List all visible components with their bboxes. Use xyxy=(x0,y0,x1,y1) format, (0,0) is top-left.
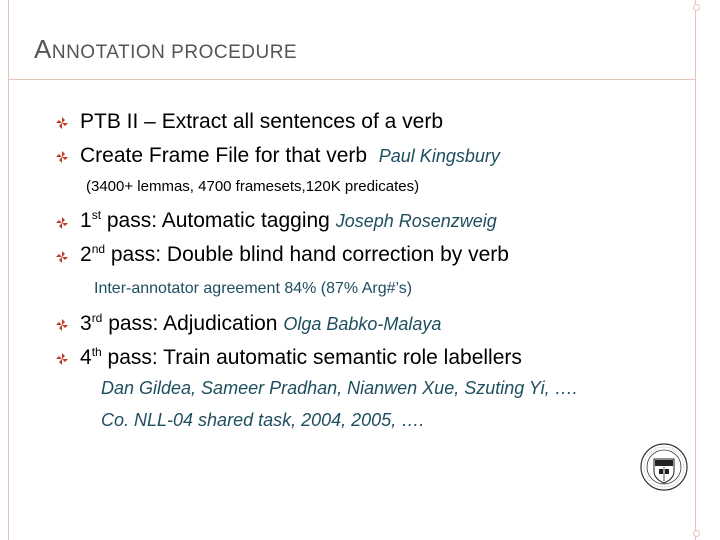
pinwheel-bullet-icon xyxy=(56,117,68,129)
person-name: Olga Babko-Malaya xyxy=(283,314,442,334)
bullet-item-2: Create Frame File for that verb Paul Kingsbury xyxy=(80,144,500,167)
bullet-item-5: 3rd pass: Adjudication Olga Babko-Malaya xyxy=(80,311,442,335)
pinwheel-bullet-icon xyxy=(56,151,68,163)
bullet-item-6: 4th pass: Train automatic semantic role labellers xyxy=(80,345,522,369)
person-name: Joseph Rosenzweig xyxy=(335,211,497,231)
bullet-item-1: PTB II – Extract all sentences of a verb xyxy=(80,110,443,133)
bullet-item-4: 2nd pass: Double blind hand correction by verb xyxy=(80,242,509,266)
pinwheel-bullet-icon xyxy=(56,217,68,229)
credits-line-1: Dan Gildea, Sameer Pradhan, Nianwen Xue, Szuting Yi, …. xyxy=(101,378,578,398)
pinwheel-bullet-icon xyxy=(56,251,68,263)
slide-title: ANNOTATION PROCEDURE xyxy=(34,34,298,64)
left-frame-rule xyxy=(8,0,9,540)
right-frame-rule xyxy=(695,0,696,540)
university-seal-logo xyxy=(640,443,688,491)
agreement-note: Inter-annotator agreement 84% (87% Arg#’s) xyxy=(94,280,413,297)
pinwheel-bullet-icon xyxy=(56,319,68,331)
pinwheel-bullet-icon xyxy=(56,353,68,365)
lemma-stats-note: (3400+ lemmas, 4700 framesets,120K predicates) xyxy=(86,178,420,195)
title-underline xyxy=(8,79,696,80)
frame-ornament xyxy=(693,530,700,537)
credits-line-2: Co. NLL-04 shared task, 2004, 2005, …. xyxy=(101,410,425,430)
person-name: Paul Kingsbury xyxy=(378,146,500,166)
bullet-item-3: 1st pass: Automatic tagging Joseph Rosenzweig xyxy=(80,208,497,232)
frame-ornament xyxy=(693,4,700,11)
